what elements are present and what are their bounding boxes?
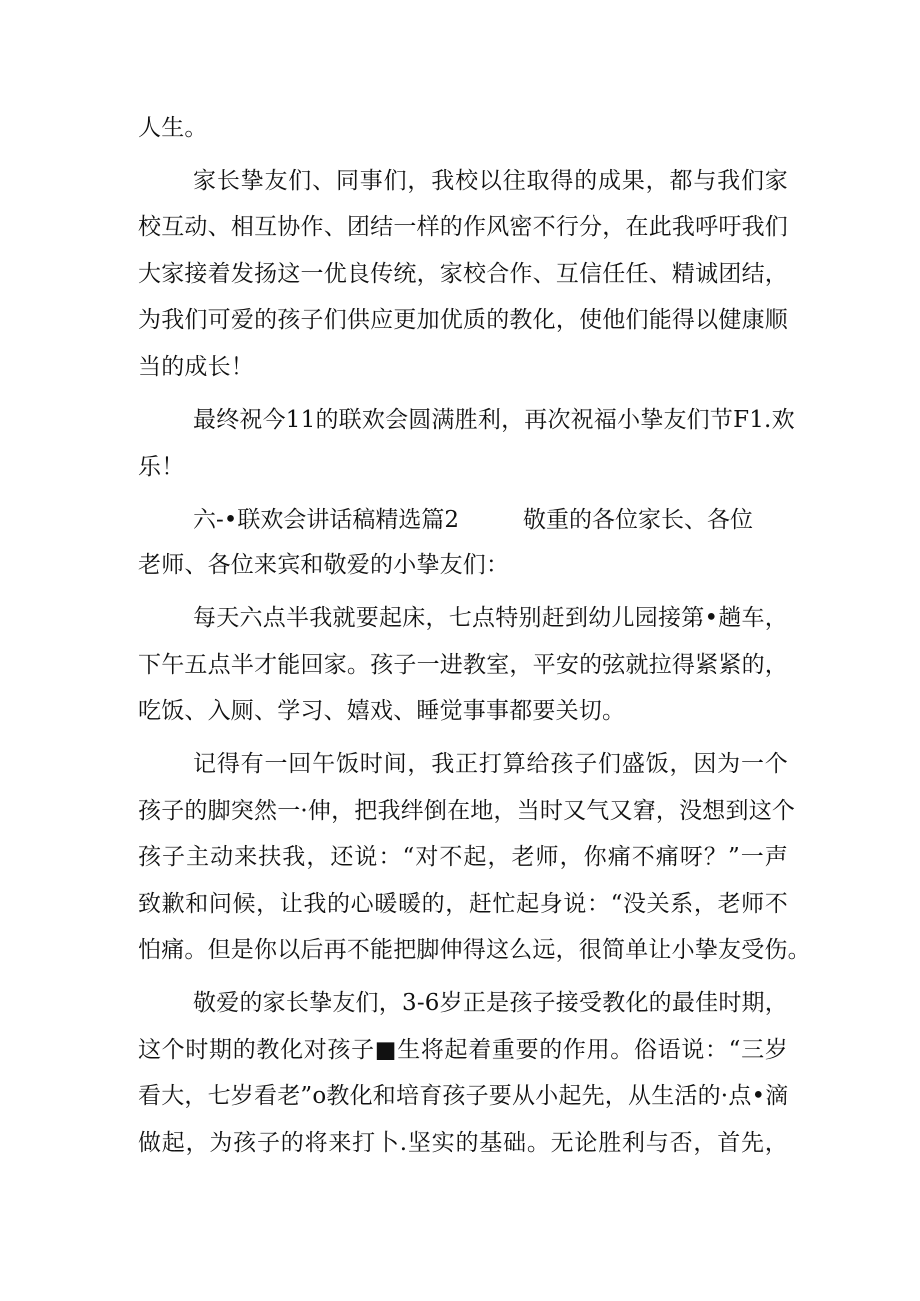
text-line: 孩子的脚突然一·伸，把我绊倒在地，当时又气又窘，没想到这个 bbox=[138, 798, 796, 824]
text-line: 这个时期的教化对孩子■生将起着重要的作用。俗语说：“三岁 bbox=[138, 1037, 788, 1063]
text-line: 为我们可爱的孩子们供应更加优质的教化，使他们能得以健康顺 bbox=[138, 307, 788, 333]
text-line: 做起，为孩子的将来打卜.坚实的基础。无论胜利与否，首先， bbox=[138, 1130, 788, 1156]
text-line: 吃饭、入厕、学习、嬉戏、睡觉事事都要关切。 bbox=[138, 698, 626, 724]
paragraph-first-line: 每天六点半我就要起床，七点特别赶到幼儿园接第•趟车， bbox=[193, 605, 788, 631]
text-line: 孩子主动来扶我，还说：“对不起，老师，你痛不痛呀？”一声 bbox=[138, 844, 788, 870]
text-line: 怕痛。但是你以后再不能把脚伸得这么远，很简单让小挚友受伤。 bbox=[138, 937, 811, 963]
text-line: 大家接着发扬这一优良传统，家校合作、互信任任、精诚团结， bbox=[138, 261, 788, 287]
paragraph-first-line: 敬爱的家长挚友们，3-6岁正是孩子接受教化的最佳时期， bbox=[193, 990, 788, 1016]
text-line: 老师、各位来宾和敬爱的小挚友们： bbox=[138, 552, 510, 578]
salutation-start: 敬重的各位家长、各位 bbox=[523, 507, 753, 533]
text-line: 看大，七岁看老”o教化和培育孩子要从小起先，从生活的·点•滴 bbox=[138, 1083, 789, 1109]
text-line: 校互动、相互协作、团结一样的作风密不行分，在此我呼吁我们 bbox=[138, 214, 788, 240]
paragraph-first-line: 最终祝今11的联欢会圆满胜利，再次祝福小挚友们节F1.欢 bbox=[193, 407, 795, 433]
section-heading: 六-•联欢会讲话稿精选篇2 bbox=[193, 507, 459, 533]
text-line: 乐！ bbox=[138, 454, 185, 480]
text-line: 下午五点半才能回家。孩子一进教室，平安的弦就拉得紧紧的， bbox=[138, 652, 788, 678]
paragraph-first-line: 记得有一回午饭时间，我正打算给孩子们盛饭，因为一个 bbox=[193, 751, 788, 777]
text-line: 人生。 bbox=[138, 115, 208, 141]
text-line: 致歉和问候，让我的心暖暖的，赶忙起身说：“没关系，老师不 bbox=[138, 891, 788, 917]
paragraph-first-line: 家长挚友们、同事们，我校以往取得的成果，都与我们家 bbox=[193, 168, 788, 194]
text-line: 当的成长！ bbox=[138, 354, 254, 380]
